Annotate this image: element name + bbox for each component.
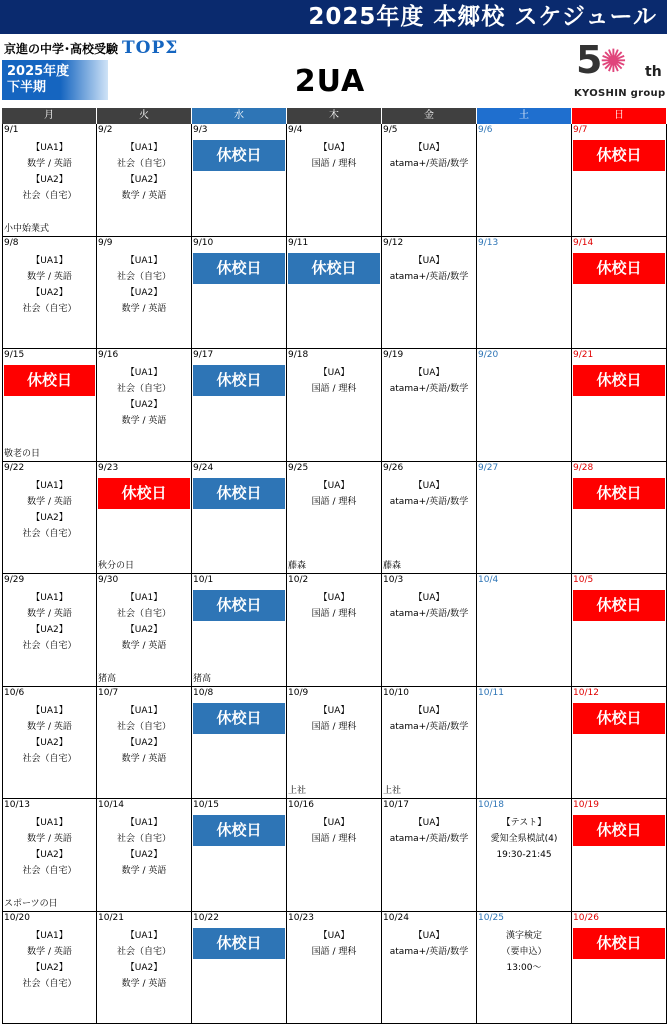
holiday-banner: 休校日	[193, 478, 285, 509]
day-cell	[287, 912, 382, 1024]
day-date: 9/17	[193, 350, 214, 360]
holiday-banner: 休校日	[573, 815, 665, 846]
class-line: 【UA1】	[125, 368, 163, 378]
day-cell	[572, 574, 667, 687]
day-date: 10/11	[478, 687, 504, 698]
day-date: 9/18	[288, 350, 309, 360]
day-cell	[477, 124, 572, 237]
class-line: 【UA2】	[125, 287, 163, 298]
calendar-week	[2, 574, 667, 687]
calendar-week	[2, 687, 667, 800]
class-line: 【テスト】	[501, 818, 547, 828]
day-date: 9/6	[478, 125, 493, 135]
class-lines	[382, 140, 476, 172]
class-line: 【UA2】	[125, 625, 163, 635]
day-date: 9/29	[4, 575, 25, 585]
holiday-banner: 休校日	[573, 928, 665, 959]
class-line: 数学 / 英語	[121, 866, 167, 876]
day-cell	[477, 349, 572, 462]
class-line: 数学 / 英語	[27, 946, 72, 957]
day-date: 9/7	[573, 125, 588, 135]
class-line: 数学 / 英語	[121, 978, 167, 989]
day-date: 9/30	[98, 575, 119, 585]
day-cell	[192, 124, 287, 237]
class-line: 愛知全県模試(4)	[490, 834, 558, 844]
day-cell	[287, 799, 382, 912]
day-date: 10/24	[383, 912, 409, 923]
day-note: 猪高	[193, 673, 212, 684]
calendar	[2, 108, 667, 1024]
holiday-banner: 休校日	[573, 253, 665, 284]
day-cell	[572, 124, 667, 237]
class-lines	[97, 590, 191, 654]
day-note: 猪高	[98, 673, 117, 684]
class-lines	[3, 815, 96, 879]
day-cell	[382, 462, 477, 575]
weekday-fri: 金	[382, 108, 477, 124]
brand-logo: TOPΣ	[122, 38, 179, 58]
class-line: 【UA】	[413, 930, 445, 941]
day-cell	[382, 912, 477, 1024]
calendar-week	[2, 237, 667, 350]
day-note: 藤森	[288, 561, 307, 571]
class-line: 数学 / 英語	[27, 159, 72, 169]
day-note: 小中始業式	[4, 223, 50, 234]
class-line: 【UA2】	[31, 850, 68, 860]
day-date: 10/2	[288, 575, 309, 585]
term-half: 下半期	[7, 80, 47, 95]
class-line: 19:30-21:45	[496, 850, 552, 860]
class-line: 数学 / 英語	[27, 496, 72, 507]
class-line: 国語 / 理科	[311, 946, 357, 957]
day-cell	[192, 912, 287, 1024]
day-date: 9/4	[288, 125, 303, 135]
class-lines	[3, 590, 96, 654]
class-line: 【UA1】	[31, 255, 68, 266]
day-cell	[287, 687, 382, 800]
day-date: 9/20	[478, 350, 499, 360]
term-year: 2025年度	[7, 64, 70, 79]
holiday-banner: 休校日	[193, 928, 285, 959]
class-lines	[287, 140, 381, 172]
day-cell	[192, 349, 287, 462]
class-line: 【UA】	[413, 368, 445, 378]
class-lines	[3, 703, 96, 767]
day-date: 9/21	[573, 350, 594, 360]
class-line: 【UA1】	[125, 930, 163, 941]
class-line: 【UA1】	[31, 143, 68, 153]
day-date: 10/10	[383, 687, 409, 698]
day-date: 9/16	[98, 350, 119, 360]
class-line: 国語 / 理科	[311, 834, 357, 844]
day-cell	[192, 462, 287, 575]
class-line: 数学 / 英語	[121, 191, 167, 201]
class-line: 【UA】	[413, 143, 445, 153]
day-date: 10/18	[478, 800, 504, 810]
day-date: 9/14	[573, 237, 594, 248]
day-date: 10/20	[4, 912, 30, 923]
class-lines	[477, 928, 571, 976]
weekday-thu: 木	[287, 108, 382, 124]
class-line: 【UA2】	[31, 625, 68, 635]
class-line: 社会（自宅）	[116, 946, 171, 957]
day-date: 9/15	[4, 350, 25, 360]
holiday-banner: 休校日	[4, 365, 95, 396]
holiday-banner: 休校日	[193, 815, 285, 846]
day-cell	[2, 687, 97, 800]
day-cell	[287, 237, 382, 350]
class-line: 社会（自宅）	[22, 866, 77, 876]
class-line: 【UA】	[413, 255, 445, 266]
anniversary-logo	[574, 40, 666, 104]
day-date: 10/1	[193, 575, 214, 585]
day-date: 10/26	[573, 912, 599, 923]
day-date: 9/1	[4, 125, 19, 135]
class-line: 【UA2】	[125, 962, 163, 973]
day-cell	[97, 349, 192, 462]
day-date: 9/24	[193, 462, 214, 473]
day-date: 10/19	[573, 800, 599, 810]
day-cell	[287, 349, 382, 462]
day-date: 9/13	[478, 237, 499, 248]
class-line: 13:00～	[506, 962, 542, 973]
class-lines	[382, 815, 476, 847]
class-line: 【UA2】	[125, 850, 163, 860]
class-line: 国語 / 理科	[311, 609, 357, 619]
class-line: 【UA】	[318, 593, 350, 603]
class-line: 数学 / 英語	[121, 641, 167, 651]
class-line: 【UA2】	[31, 175, 68, 185]
class-line: 【UA2】	[125, 400, 163, 410]
class-line: 数学 / 英語	[27, 834, 72, 844]
day-cell	[572, 912, 667, 1024]
class-line: 【UA1】	[31, 593, 68, 603]
day-cell	[477, 237, 572, 350]
day-date: 10/25	[478, 912, 504, 923]
class-line: atama+/英語/数学	[389, 271, 469, 282]
day-cell	[2, 237, 97, 350]
class-line: 国語 / 理科	[311, 384, 357, 394]
day-cell	[97, 124, 192, 237]
day-date: 10/17	[383, 800, 409, 810]
class-line: 【UA1】	[125, 143, 163, 153]
day-cell	[2, 799, 97, 912]
class-line: 社会（自宅）	[22, 191, 77, 201]
class-line: 数学 / 英語	[121, 416, 167, 426]
class-line: atama+/英語/数学	[389, 609, 469, 619]
holiday-banner: 休校日	[193, 253, 285, 284]
class-line: atama+/英語/数学	[389, 159, 469, 169]
day-date: 10/9	[288, 687, 309, 698]
day-cell	[2, 574, 97, 687]
class-lines	[382, 703, 476, 735]
class-lines	[287, 365, 381, 397]
class-lines	[382, 590, 476, 622]
day-date: 9/5	[383, 125, 398, 135]
weekday-sun: 日	[572, 108, 667, 124]
class-lines	[382, 478, 476, 510]
class-line: 社会（自宅）	[22, 978, 77, 989]
holiday-banner: 休校日	[193, 590, 285, 621]
class-line: 社会（自宅）	[116, 159, 171, 169]
class-lines	[3, 478, 96, 542]
holiday-banner: 休校日	[193, 703, 285, 734]
class-line: 【UA】	[318, 143, 350, 153]
anniversary-suffix: th	[645, 64, 662, 80]
class-lines	[287, 703, 381, 735]
day-cell	[572, 799, 667, 912]
class-lines	[382, 928, 476, 960]
day-cell	[382, 349, 477, 462]
day-date: 10/22	[193, 912, 219, 923]
class-lines	[287, 815, 381, 847]
schedule-title: 2025年度 本郷校 スケジュール	[0, 0, 667, 34]
class-line: 国語 / 理科	[311, 721, 357, 732]
day-cell	[572, 462, 667, 575]
class-line: 社会（自宅）	[116, 609, 171, 619]
day-date: 9/27	[478, 462, 499, 473]
day-cell	[382, 799, 477, 912]
class-lines	[3, 253, 96, 317]
day-date: 10/6	[4, 687, 25, 698]
day-date: 9/11	[288, 237, 309, 248]
day-cell	[97, 799, 192, 912]
day-note: 上社	[383, 786, 402, 796]
starburst-icon: ✺	[600, 42, 627, 80]
day-cell	[2, 124, 97, 237]
class-line: 【UA1】	[125, 705, 163, 716]
day-cell	[97, 687, 192, 800]
day-cell	[287, 124, 382, 237]
day-cell	[572, 687, 667, 800]
weekday-header	[2, 108, 667, 124]
class-line: 【UA1】	[125, 818, 163, 828]
day-note: スポーツの日	[4, 898, 58, 909]
class-lines	[287, 928, 381, 960]
day-note: 敬老の日	[4, 448, 41, 459]
class-line: 【UA2】	[31, 512, 68, 523]
day-cell	[97, 912, 192, 1024]
class-line: 社会（自宅）	[116, 834, 171, 844]
class-line: 社会（自宅）	[22, 303, 77, 314]
day-date: 9/10	[193, 237, 214, 248]
day-date: 9/28	[573, 462, 594, 473]
day-cell	[477, 687, 572, 800]
class-line: 国語 / 理科	[311, 496, 357, 507]
day-date: 9/25	[288, 462, 309, 473]
class-lines	[97, 253, 191, 317]
class-line: 数学 / 英語	[27, 271, 72, 282]
class-name: 2UA	[294, 64, 366, 99]
day-note: 秋分の日	[98, 561, 135, 571]
day-cell	[382, 574, 477, 687]
class-line: 【UA1】	[31, 705, 68, 716]
holiday-banner: 休校日	[193, 140, 285, 171]
day-cell	[192, 237, 287, 350]
group-name: KYOSHIN group	[574, 88, 666, 99]
class-line: 【UA2】	[125, 737, 163, 748]
day-cell	[572, 349, 667, 462]
day-date: 10/7	[98, 687, 119, 698]
class-lines	[97, 815, 191, 879]
class-line: 漢字検定	[505, 930, 542, 941]
class-line: 【UA】	[413, 593, 445, 603]
day-cell	[97, 237, 192, 350]
day-cell	[477, 912, 572, 1024]
calendar-week	[2, 124, 667, 237]
day-cell	[572, 237, 667, 350]
class-lines	[3, 140, 96, 204]
class-line: 【UA1】	[125, 593, 163, 603]
class-line: 【UA2】	[31, 287, 68, 298]
holiday-banner: 休校日	[573, 590, 665, 621]
day-cell	[192, 574, 287, 687]
class-line: （要申込）	[501, 946, 547, 957]
class-line: 【UA】	[413, 818, 445, 828]
weekday-mon: 月	[2, 108, 97, 124]
day-note: 藤森	[383, 561, 402, 571]
day-date: 9/22	[4, 462, 25, 473]
day-cell	[382, 237, 477, 350]
class-line: 【UA1】	[125, 255, 163, 266]
class-line: 【UA2】	[125, 175, 163, 185]
holiday-banner: 休校日	[573, 478, 665, 509]
class-line: 社会（自宅）	[22, 753, 77, 764]
calendar-week	[2, 349, 667, 462]
day-date: 10/8	[193, 687, 214, 698]
class-line: 数学 / 英語	[27, 721, 72, 732]
class-line: 数学 / 英語	[121, 753, 167, 764]
holiday-banner: 休校日	[193, 365, 285, 396]
day-date: 10/3	[383, 575, 404, 585]
class-lines	[97, 703, 191, 767]
class-line: 【UA1】	[31, 480, 68, 491]
class-line: atama+/英語/数学	[389, 384, 469, 394]
class-line: 数学 / 英語	[27, 609, 72, 619]
day-cell	[192, 687, 287, 800]
class-line: 数学 / 英語	[121, 303, 167, 314]
class-line: atama+/英語/数学	[389, 946, 469, 957]
day-date: 9/19	[383, 350, 404, 360]
day-cell	[382, 124, 477, 237]
day-date: 9/8	[4, 237, 19, 248]
class-lines	[97, 365, 191, 429]
class-lines	[287, 590, 381, 622]
class-line: 【UA2】	[31, 962, 68, 973]
day-date: 9/23	[98, 462, 119, 473]
class-line: 国語 / 理科	[311, 159, 357, 169]
class-lines	[382, 365, 476, 397]
day-date: 10/4	[478, 575, 499, 585]
holiday-banner: 休校日	[288, 253, 380, 284]
day-date: 10/16	[288, 800, 314, 810]
class-line: 社会（自宅）	[116, 384, 171, 394]
class-line: 【UA】	[318, 705, 350, 716]
class-lines	[3, 928, 96, 992]
weekday-wed: 水	[192, 108, 287, 124]
class-lines	[382, 253, 476, 285]
day-cell	[287, 574, 382, 687]
day-date: 9/9	[98, 237, 113, 248]
term-label	[2, 60, 108, 100]
brand	[4, 37, 178, 59]
day-date: 10/12	[573, 687, 599, 698]
class-line: 社会（自宅）	[22, 641, 77, 651]
day-cell	[287, 462, 382, 575]
weekday-tue: 火	[97, 108, 192, 124]
day-date: 10/13	[4, 800, 30, 810]
calendar-weeks	[2, 124, 667, 1024]
class-line: 【UA】	[318, 930, 350, 941]
class-line: 【UA】	[318, 818, 350, 828]
class-line: atama+/英語/数学	[389, 721, 469, 732]
class-line: 【UA】	[413, 705, 445, 716]
class-lines	[97, 140, 191, 204]
holiday-banner: 休校日	[573, 703, 665, 734]
day-cell	[2, 912, 97, 1024]
day-date: 10/23	[288, 912, 314, 923]
calendar-week	[2, 912, 667, 1024]
day-cell	[477, 799, 572, 912]
day-cell	[97, 462, 192, 575]
class-line: 社会（自宅）	[116, 721, 171, 732]
day-note: 上社	[288, 786, 307, 796]
day-date: 9/2	[98, 125, 113, 135]
day-cell	[97, 574, 192, 687]
weekday-sat: 土	[477, 108, 572, 124]
day-cell	[477, 574, 572, 687]
class-line: 【UA2】	[31, 737, 68, 748]
brand-text: 京進の中学･高校受験	[4, 41, 119, 56]
class-lines	[97, 928, 191, 992]
day-cell	[382, 687, 477, 800]
anniversary-number: 5	[576, 38, 603, 82]
class-line: 社会（自宅）	[116, 271, 171, 282]
class-line: atama+/英語/数学	[389, 834, 469, 844]
day-date: 10/5	[573, 575, 594, 585]
day-date: 10/14	[98, 800, 124, 810]
day-date: 10/21	[98, 912, 124, 923]
class-line: 【UA1】	[31, 930, 68, 941]
day-date: 9/12	[383, 237, 404, 248]
day-cell	[477, 462, 572, 575]
class-line: 【UA】	[318, 368, 350, 378]
class-lines	[477, 815, 571, 863]
holiday-banner: 休校日	[98, 478, 190, 509]
class-line: 社会（自宅）	[22, 528, 77, 539]
calendar-week	[2, 799, 667, 912]
holiday-banner: 休校日	[573, 140, 665, 171]
day-cell	[192, 799, 287, 912]
day-cell	[2, 462, 97, 575]
day-cell	[2, 349, 97, 462]
class-lines	[287, 478, 381, 510]
day-date: 10/15	[193, 800, 219, 810]
holiday-banner: 休校日	[573, 365, 665, 396]
class-line: 【UA】	[318, 480, 350, 491]
class-line: atama+/英語/数学	[389, 496, 469, 507]
class-line: 【UA】	[413, 480, 445, 491]
calendar-week	[2, 462, 667, 575]
day-date: 9/3	[193, 125, 208, 135]
day-date: 9/26	[383, 462, 404, 473]
class-line: 【UA1】	[31, 818, 68, 828]
